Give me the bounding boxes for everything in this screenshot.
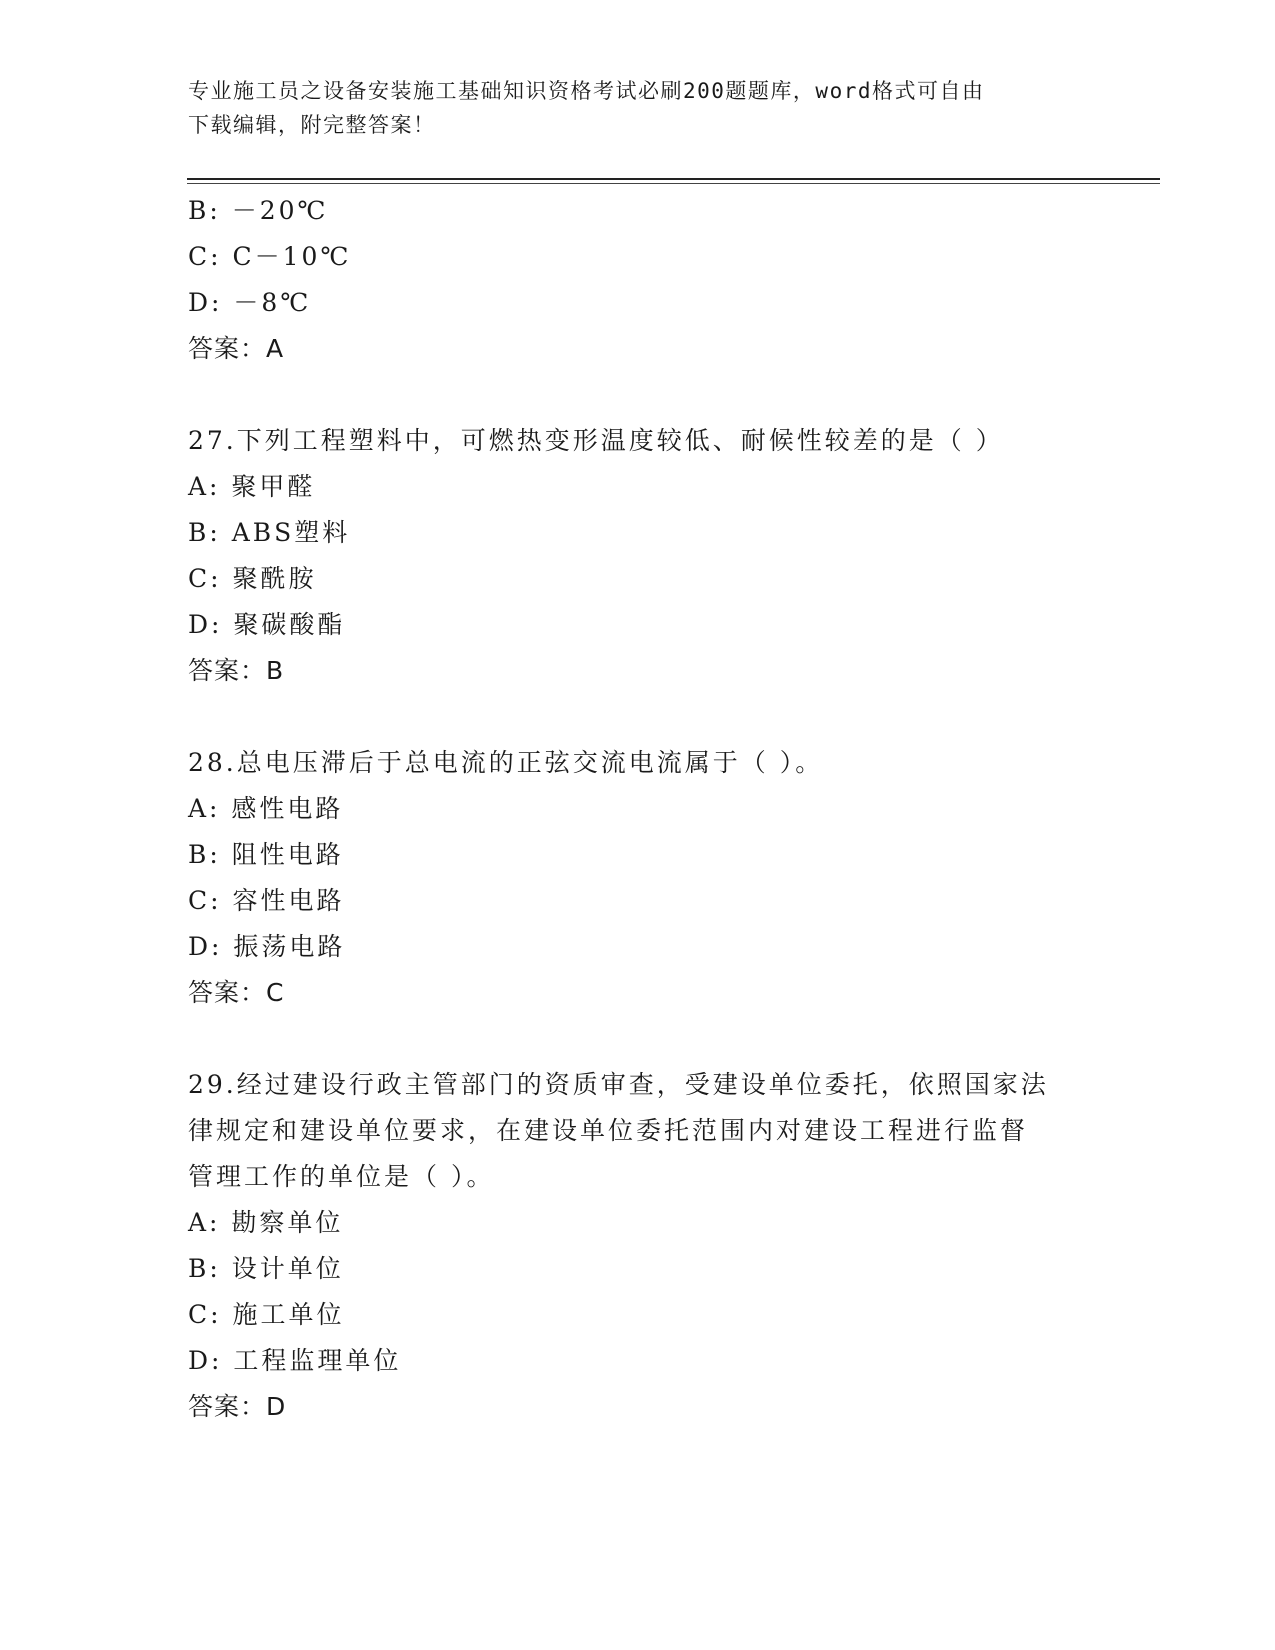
option-c: C: 施工单位 — [188, 1300, 345, 1329]
header-divider-thick — [187, 178, 1160, 180]
spacer — [188, 1016, 1088, 1062]
question-29 — [188, 1062, 1088, 1430]
question-28 — [188, 740, 1088, 1016]
question-stem-line: 29.经过建设行政主管部门的资质审查，受建设单位委托，依照国家法 — [188, 1070, 1049, 1099]
answer-line: 答案：A — [188, 334, 285, 363]
question-26-partial — [188, 188, 1088, 372]
option-b: B: 阻性电路 — [188, 840, 344, 869]
option-c: C: C－10℃ — [188, 242, 352, 271]
option-a: A: 感性电路 — [188, 794, 344, 823]
option-d: D: 工程监理单位 — [188, 1346, 402, 1375]
question-stem-line: 律规定和建设单位要求，在建设单位委托范围内对建设工程进行监督 — [188, 1116, 1029, 1145]
answer-line: 答案：D — [188, 1392, 287, 1421]
spacer — [188, 694, 1088, 740]
option-c: C: 聚酰胺 — [188, 564, 317, 593]
question-stem-line: 28.总电压滞后于总电流的正弦交流电流属于（ ）。 — [188, 748, 824, 777]
header-line-2: 下载编辑，附完整答案！ — [188, 113, 436, 137]
spacer — [188, 372, 1088, 418]
option-a: A: 勘察单位 — [188, 1208, 344, 1237]
option-d: D: －8℃ — [188, 288, 312, 317]
option-d: D: 振荡电路 — [188, 932, 346, 961]
question-stem-line: 27.下列工程塑料中，可燃热变形温度较低、耐候性较差的是（ ） — [188, 426, 1004, 455]
option-b: B: －20℃ — [188, 196, 329, 225]
option-d: D: 聚碳酸酯 — [188, 610, 346, 639]
option-c: C: 容性电路 — [188, 886, 345, 915]
document-header — [188, 74, 1088, 142]
option-a: A: 聚甲醛 — [188, 472, 316, 501]
header-line-1: 专业施工员之设备安装施工基础知识资格考试必刷200题题库，word格式可自由 — [188, 79, 985, 103]
header-divider-thin — [187, 183, 1160, 184]
answer-line: 答案：C — [188, 978, 285, 1007]
option-b: B: 设计单位 — [188, 1254, 344, 1283]
question-27 — [188, 418, 1088, 694]
answer-line: 答案：B — [188, 656, 285, 685]
question-content — [188, 188, 1088, 1430]
question-stem-line: 管理工作的单位是（ ）。 — [188, 1162, 495, 1191]
option-b: B: ABS塑料 — [188, 518, 351, 547]
